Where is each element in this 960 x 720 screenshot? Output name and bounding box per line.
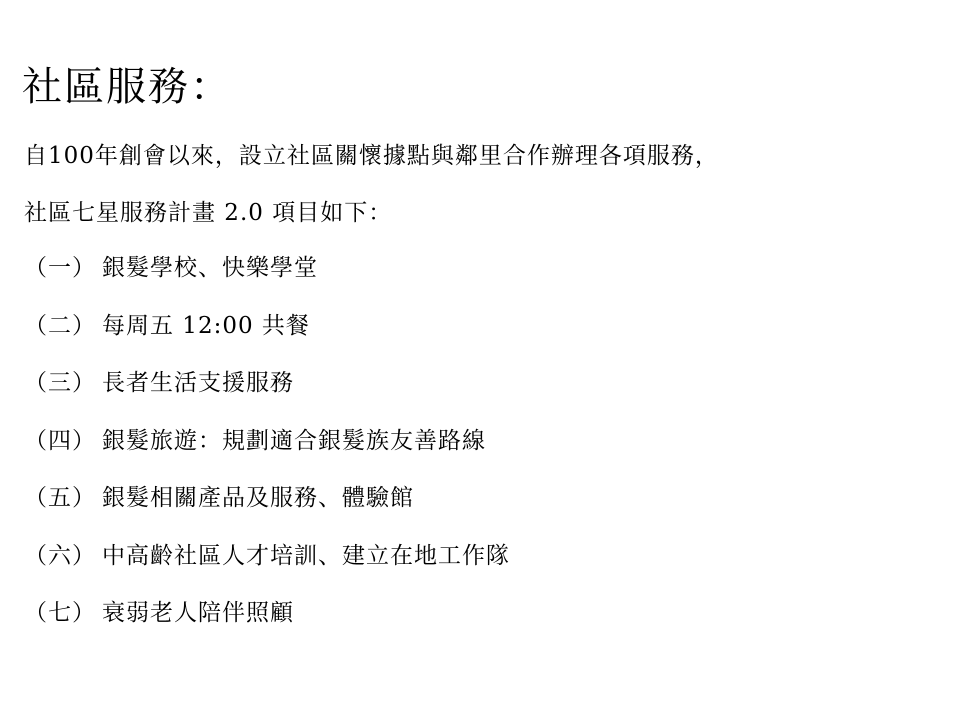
intro-line: 自100年創會以來，設立社區關懷據點與鄰里合作辦理各項服務， — [24, 143, 719, 169]
item-text: 銀髮學校、快樂學堂 — [102, 255, 318, 281]
list-item — [24, 585, 510, 643]
item-text: 銀髮旅遊：規劃適合銀髮族友善路線 — [102, 427, 486, 454]
item-marker: （二） — [24, 312, 96, 339]
item-marker: （五） — [24, 485, 96, 511]
item-text: 長者生活支援服務 — [102, 370, 294, 396]
list-item — [24, 470, 510, 528]
service-list — [24, 240, 510, 643]
item-text: 每周五 12:00 共餐 — [102, 312, 310, 339]
item-text: 衰弱老人陪伴照顧 — [102, 600, 294, 626]
item-marker: （三） — [24, 370, 96, 396]
list-item — [24, 528, 510, 586]
intro-line: 社區七星服務計畫 2.0 項目如下： — [24, 200, 393, 226]
item-marker: （七） — [24, 600, 96, 626]
list-item — [24, 355, 510, 413]
list-item — [24, 298, 510, 356]
list-item — [24, 413, 510, 471]
item-text: 銀髮相關產品及服務、體驗館 — [102, 485, 414, 511]
slide-title: 社區服務： — [22, 64, 232, 110]
item-marker: （一） — [24, 255, 96, 281]
intro-paragraph — [24, 128, 719, 242]
list-item — [24, 240, 510, 298]
item-text: 中高齡社區人才培訓、建立在地工作隊 — [102, 542, 510, 569]
item-marker: （四） — [24, 427, 96, 454]
item-marker: （六） — [24, 542, 96, 569]
